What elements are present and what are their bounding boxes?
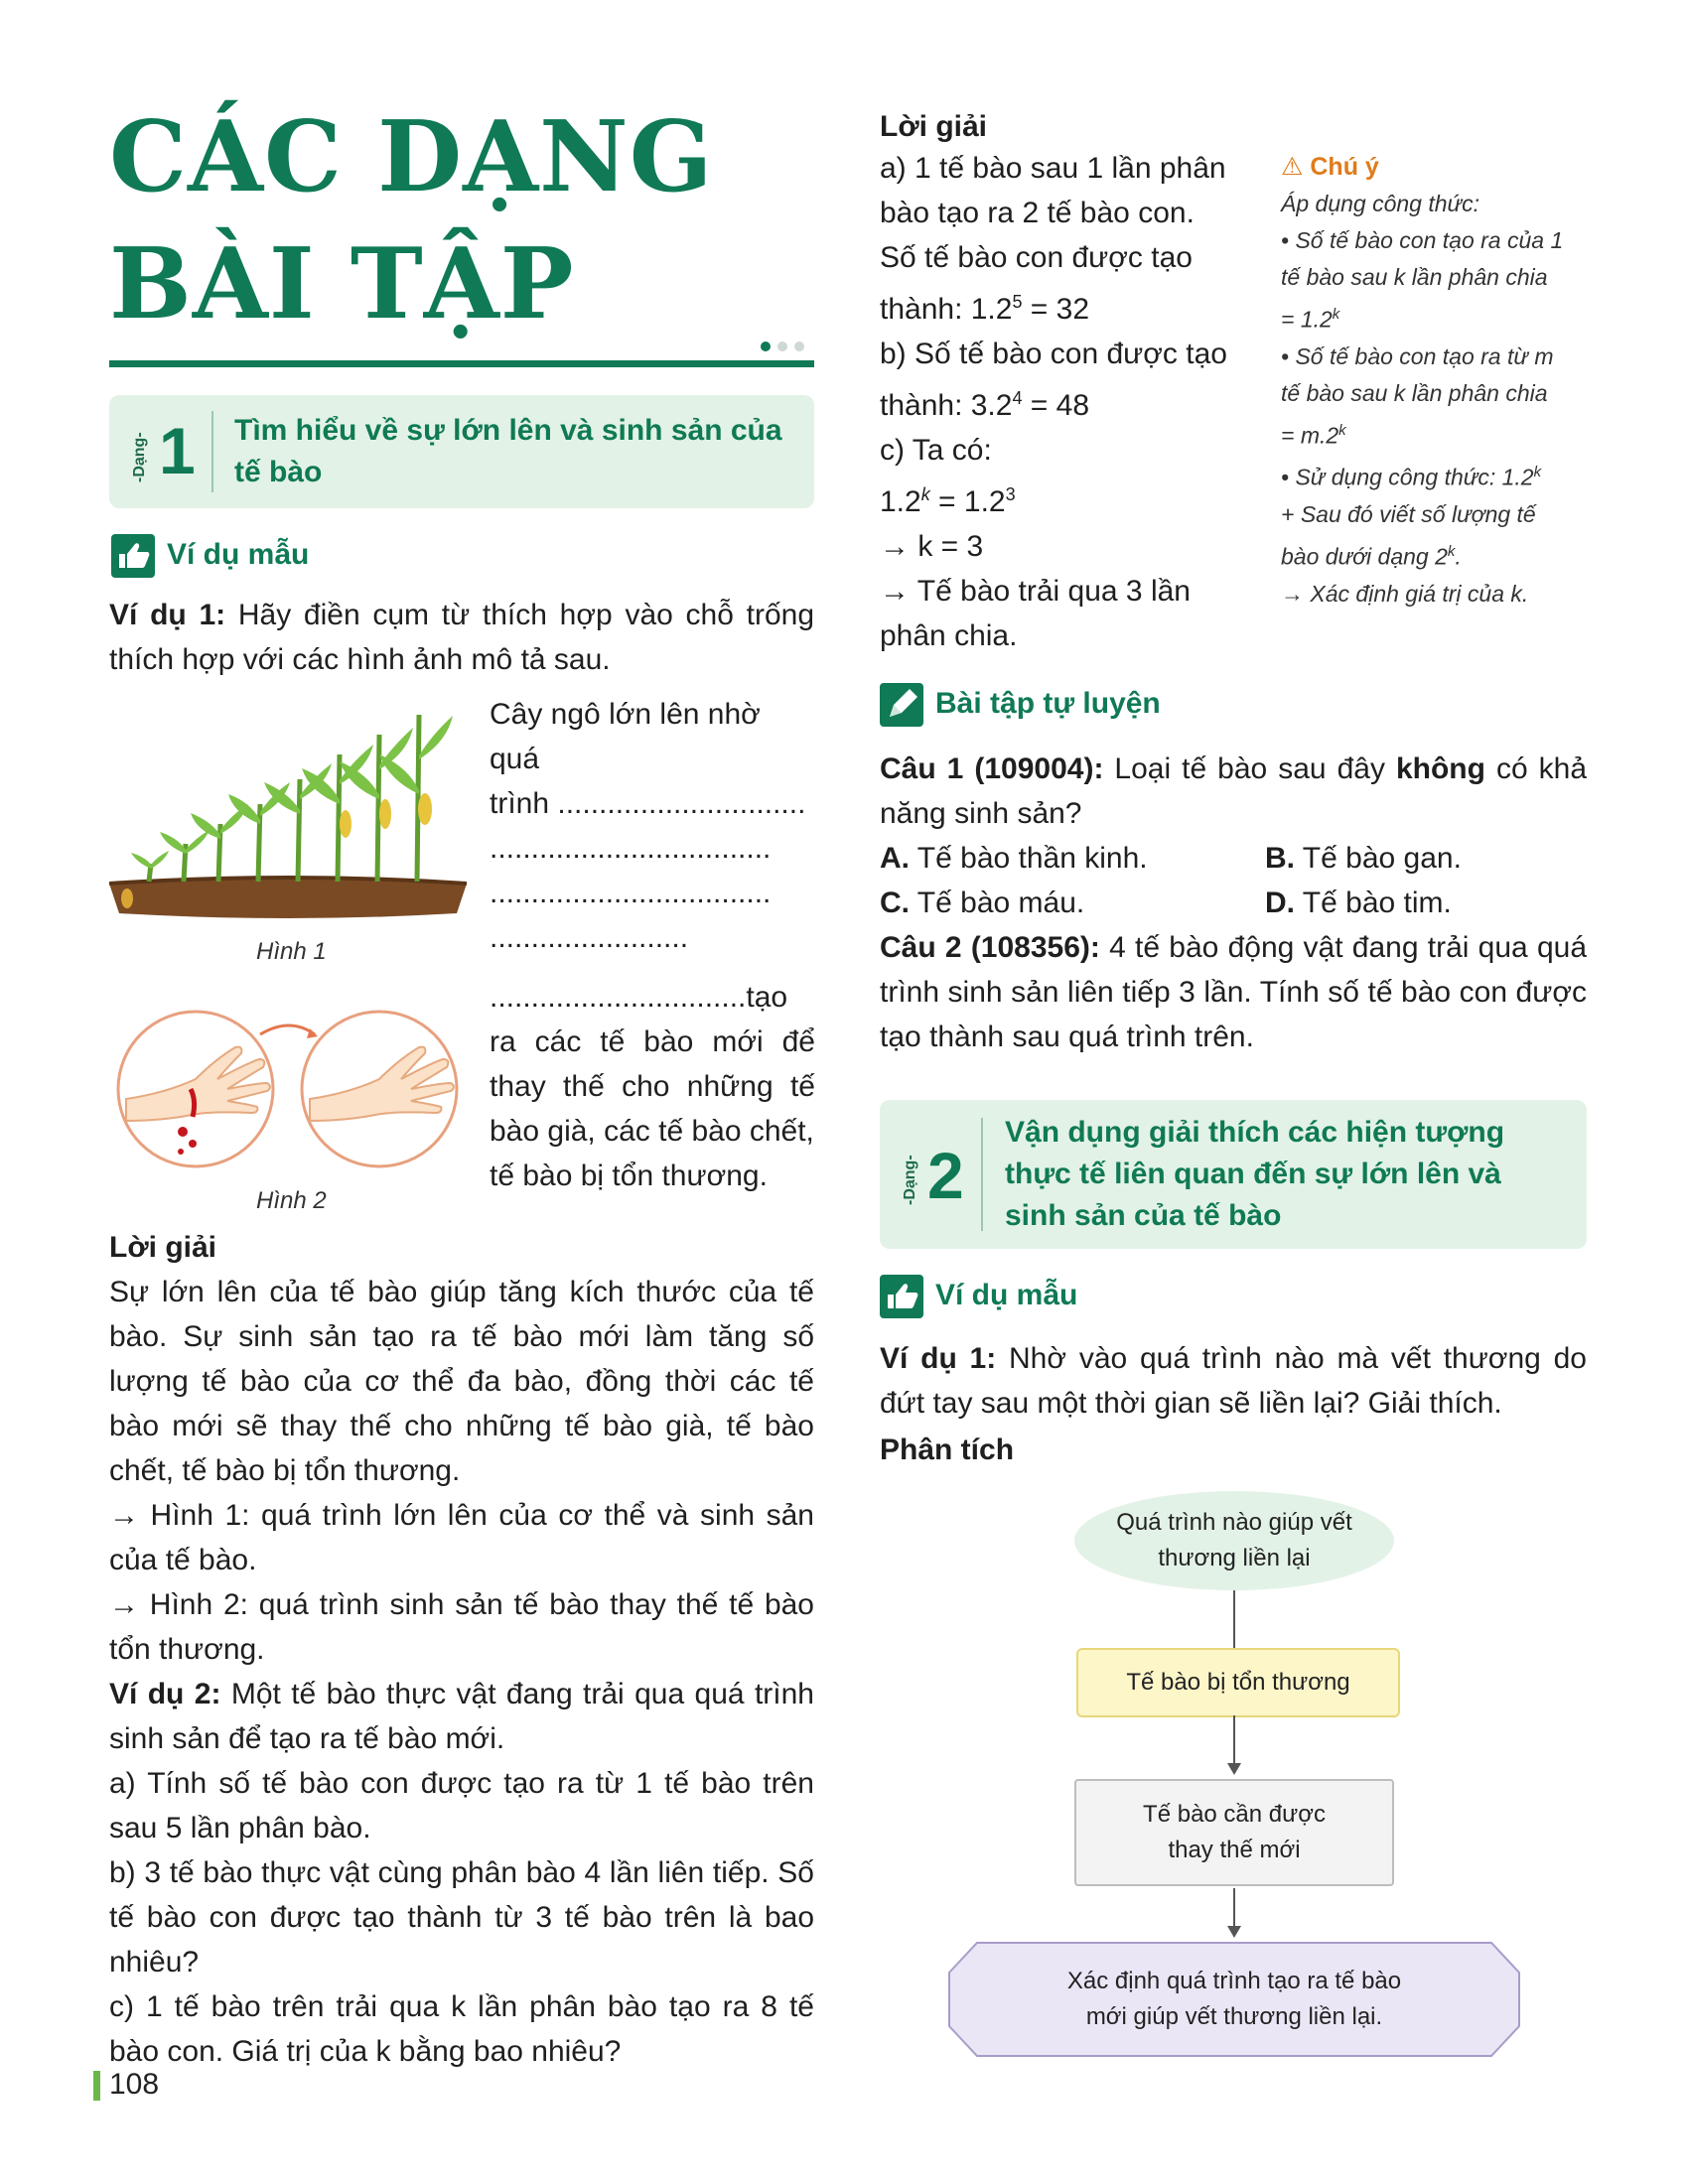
dang-title-line: sinh sản của tế bào xyxy=(1005,1199,1282,1232)
solution-line: bào tạo ra 2 tế bào con. xyxy=(880,197,1195,229)
flow-node-conclusion xyxy=(947,1941,1521,2058)
solution-line: → k = 3 xyxy=(880,530,984,563)
page-marker xyxy=(93,2071,100,2101)
section-title: Ví dụ mẫu xyxy=(167,538,310,571)
solution-line: Số tế bào con được tạo xyxy=(880,241,1193,274)
section-title: Bài tập tự luyện xyxy=(935,687,1161,720)
solution-body xyxy=(109,1270,814,2074)
dot-indicator xyxy=(777,341,787,351)
solution-heading: Lời giải xyxy=(880,110,988,143)
title-rule xyxy=(109,360,814,367)
solution-line: a) 1 tế bào sau 1 lần phân xyxy=(880,152,1226,185)
option-c: C. Tế bào máu. xyxy=(880,887,1085,919)
page-number: 108 xyxy=(109,2068,160,2101)
title-line-1: CÁC DẠNG xyxy=(109,100,714,214)
figure-2-fill-text xyxy=(490,975,815,1198)
note-line: bào dưới dạng 2$^k$. xyxy=(1281,542,1462,570)
figure-1-fill-text xyxy=(490,692,817,960)
solution-paragraph: Sự lớn lên của tế bào giúp tăng kích thước của tế bào. Sự sinh sản tạo ra tế bào mới làm tăng số lượng tế bào của cơ thể đa bào, đồng thời các tế bào mới sẽ thay thế cho những tế bào già, tế bào chết, tế bào bị tổn thương. xyxy=(109,1276,814,1487)
dang-number: 2 xyxy=(927,1139,964,1212)
fill-line: trình .............................. xyxy=(490,787,806,820)
dang-label: -Dạng- xyxy=(131,432,148,482)
fill-blank: .................................. xyxy=(490,832,772,865)
note-line: Áp dụng công thức: xyxy=(1281,191,1479,216)
example-text: Hãy điền cụm từ thích hợp vào chỗ trống thích hợp với các hình ảnh mô tả sau. xyxy=(109,599,815,676)
solution-heading: Lời giải xyxy=(109,1231,217,1264)
options-row xyxy=(880,881,1587,925)
fill-line: thay thế cho những tế xyxy=(490,1070,815,1103)
solution-point: → Hình 1: quá trình lớn lên của cơ thể và sinh sản của tế bào. xyxy=(109,1499,814,1576)
note-heading-text: Chú ý xyxy=(1310,153,1379,181)
question-1: Câu 1 (109004): Loại tế bào sau đây không có khả năng sinh sản? xyxy=(880,752,1587,830)
example-label: Ví dụ 1: xyxy=(880,1342,997,1375)
example-1-question xyxy=(880,1336,1587,1426)
fill-line: tế bào bị tổn thương. xyxy=(490,1160,768,1192)
hand-pointer-icon xyxy=(880,1275,923,1318)
options-row xyxy=(880,836,1587,881)
solution-steps xyxy=(880,146,1257,658)
figure-1-corn-growth xyxy=(109,705,467,928)
note-line: = $1.2^k$ xyxy=(1281,306,1340,333)
dang-2-box xyxy=(880,1100,1587,1249)
solution-line: thành: $1.2^5 = 32$ xyxy=(880,292,1090,326)
flow-node-conclusion-text: Xác định quá trình tạo ra tế bào mới giúp vết thương liền lại. xyxy=(1066,1968,1402,2030)
note-line: → Xác định giá trị của k. xyxy=(1281,580,1529,607)
flow-connector xyxy=(1233,1715,1235,1763)
fill-blank: .................................. xyxy=(490,877,772,909)
fill-line: Cây ngô lớn lên nhờ quá xyxy=(490,698,761,775)
figure-2-wound-healing xyxy=(111,1005,465,1173)
dot-indicator xyxy=(761,341,771,351)
fill-line: ...............................tạo xyxy=(490,981,788,1014)
note-line: = $m.2^k$ xyxy=(1281,421,1346,449)
example-text: Nhờ vào quá trình nào mà vết thương do đứt tay sau một thời gian sẽ liền lại? Giải thích. xyxy=(880,1342,1587,1420)
dang-title-line: Tìm hiểu về sự lớn lên và sinh sản của xyxy=(234,414,782,447)
flow-connector xyxy=(1233,1590,1235,1648)
question-part: b) 3 tế bào thực vật cùng phân bào 4 lần liên tiếp. Số tế bào con được tạo thành từ 3 tế bào trên là bao nhiêu? xyxy=(109,1856,814,1979)
example-2-prompt xyxy=(109,1672,814,1761)
example-label: Ví dụ 1: xyxy=(109,599,226,631)
solution-point: → Hình 2: quá trình sinh sản tế bào thay thế tế bào tổn thương. xyxy=(109,1588,814,1666)
dang-separator xyxy=(211,411,213,492)
solution-line: → Tế bào trải qua 3 lần xyxy=(880,575,1191,608)
dang-title xyxy=(1005,1112,1504,1237)
note-line: • Số tế bào con tạo ra của 1 xyxy=(1281,227,1564,253)
option-d: D. Tế bào tim. xyxy=(1265,887,1452,919)
flow-node-damaged-cell: Tế bào bị tổn thương xyxy=(1076,1648,1400,1717)
figure-2-caption: Hình 2 xyxy=(256,1187,327,1214)
note-line: • Sử dụng công thức: 1.2$^k$ xyxy=(1281,464,1542,490)
section-title: Ví dụ mẫu xyxy=(935,1279,1078,1311)
practice-questions xyxy=(880,747,1587,1059)
note-line: • Số tế bào con tạo ra từ m xyxy=(1281,342,1554,369)
warning-icon: ⚠ xyxy=(1281,153,1304,181)
question-part: a) Tính số tế bào con được tạo ra từ 1 tế bào trên sau 5 lần phân bào. xyxy=(109,1767,814,1844)
flow-connector xyxy=(1233,1888,1235,1926)
dang-title xyxy=(234,410,782,493)
title-line-2: BÀI TẬP xyxy=(109,227,575,341)
fill-line: ra các tế bào mới để xyxy=(490,1025,815,1058)
solution-line: $1.2^k = 1.2^3$ xyxy=(880,484,1016,518)
analysis-heading: Phân tích xyxy=(880,1433,1015,1466)
hand-pointer-icon xyxy=(111,534,155,578)
example-label: Ví dụ 2: xyxy=(109,1678,221,1710)
arrow-down-icon xyxy=(1227,1926,1241,1938)
note-line: tế bào sau k lần phân chia xyxy=(1281,264,1548,290)
dang-title-line: Vận dụng giải thích các hiện tượng xyxy=(1005,1116,1505,1149)
fill-line: bào già, các tế bào chết, xyxy=(490,1115,814,1148)
dang-label: -Dạng- xyxy=(902,1155,918,1205)
page-title xyxy=(109,94,713,348)
solution-line: thành: $3.2^4 = 48$ xyxy=(880,388,1090,422)
figure-1-caption: Hình 1 xyxy=(256,938,327,965)
note-line: tế bào sau k lần phân chia xyxy=(1281,379,1548,406)
question-part: c) 1 tế bào trên trải qua k lần phân bào tạo ra 8 tế bào con. Giá trị của k bằng bao nhiêu? xyxy=(109,1990,814,2068)
option-b: B. Tế bào gan. xyxy=(1265,842,1462,875)
solution-line: phân chia. xyxy=(880,619,1018,652)
dang-title-line: thực tế liên quan đến sự lớn lên và xyxy=(1005,1158,1501,1190)
pencil-icon xyxy=(880,683,923,727)
solution-line: b) Số tế bào con được tạo xyxy=(880,338,1227,370)
option-a: A. Tế bào thần kinh. xyxy=(880,842,1148,875)
dang-title-line: tế bào xyxy=(234,456,323,488)
dang-separator xyxy=(981,1118,983,1231)
arrow-down-icon xyxy=(1227,1763,1241,1775)
example-1-prompt xyxy=(109,593,814,682)
flow-node-replace: Tế bào cần được thay thế mới xyxy=(1074,1779,1394,1886)
note-box xyxy=(1281,149,1589,613)
dot-indicator xyxy=(794,341,804,351)
example-text: Một tế bào thực vật đang trải qua quá trình sinh sản để tạo ra tế bào mới. xyxy=(109,1678,814,1755)
flow-node-question: Quá trình nào giúp vết thương liền lại xyxy=(1074,1491,1394,1590)
fill-blank: ........................ xyxy=(490,921,689,954)
solution-line: c) Ta có: xyxy=(880,434,992,467)
dang-1-box xyxy=(109,395,814,508)
dang-number: 1 xyxy=(159,414,196,487)
note-line: + Sau đó viết số lượng tế xyxy=(1281,500,1536,527)
note-heading xyxy=(1281,149,1589,186)
question-2: Câu 2 (108356): 4 tế bào động vật đang trải qua quá trình sinh sản liên tiếp 3 lần. Tính số tế bào con được tạo thành sau quá trình trên. xyxy=(880,931,1587,1053)
